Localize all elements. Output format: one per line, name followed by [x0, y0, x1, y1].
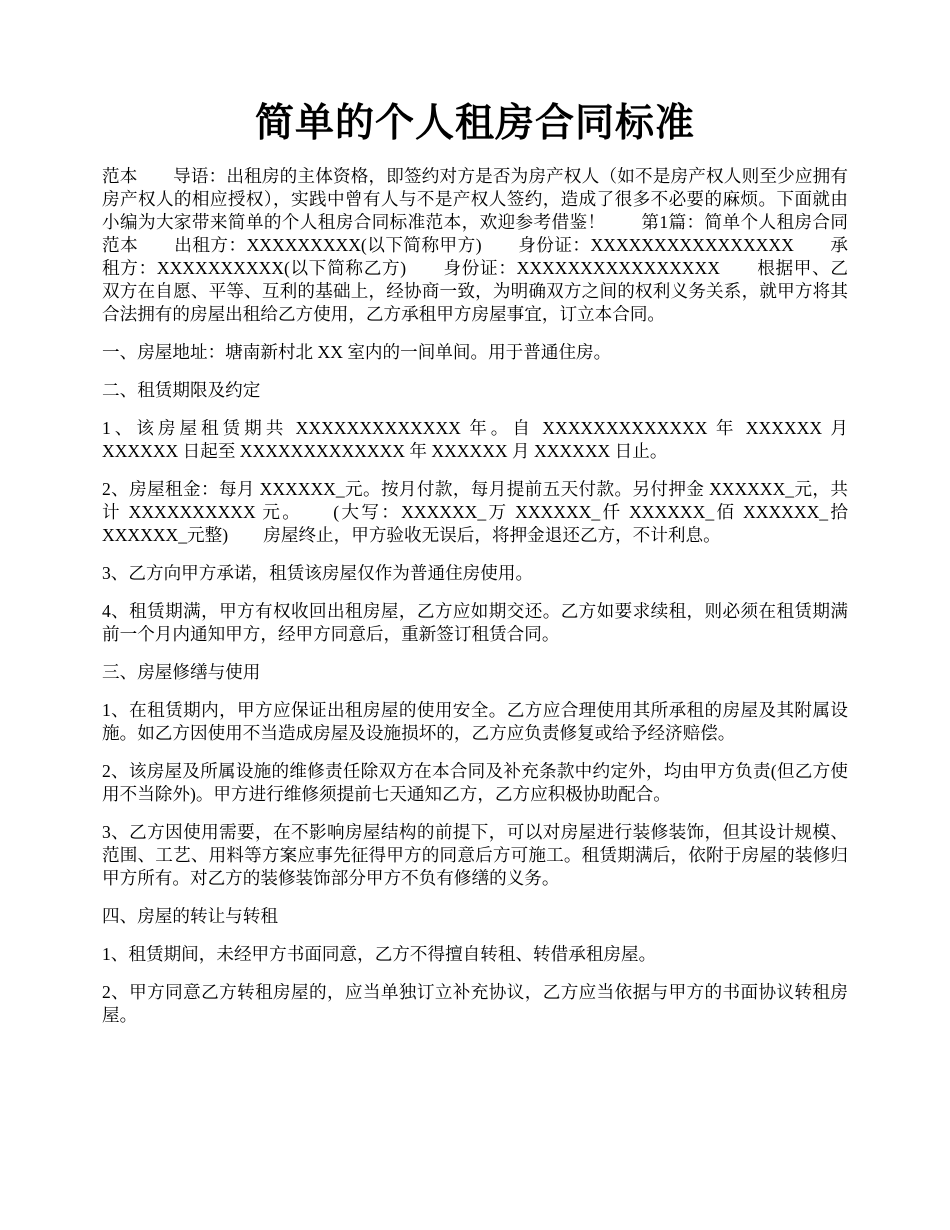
clause-rent: 2、房屋租金：每月 XXXXXX_元。按月付款，每月提前五天付款。另付押金 XXXXXX_元，共计 XXXXXXXXXX 元。 (大写：XXXXXX_万 XXXXXX_仟 XXXXXX_佰 XXXXXX_拾 XXXXXX_元整) 房屋终止，甲方验收无误后，将押金退还乙方，不计利息。 — [102, 478, 848, 545]
intro-paragraph: 范本 导语：出租房的主体资格，即签约对方是否为房产权人（如不是房产权人则至少应拥有房产权人的相应授权），实践中曾有人与不是产权人签约，造成了很多不必要的麻烦。下面就由小编为大家带来简单的个人租房合同标准范本，欢迎参考借鉴！ 第1篇：简单个人租房合同范本 出租方：XXXXXXXXX(以下简称甲方) 身份证：XXXXXXXXXXXXXXXX 承租方：XXXXXXXXXX(以下简称乙方) 身份证：XXXXXXXXXXXXXXXX 根据甲、乙双方在自愿、平等、互利的基础上，经协商一致，为明确双方之间的权利义务关系，就甲方将其合法拥有的房屋出租给乙方使用，乙方承租甲方房屋事宜，订立本合同。 — [102, 165, 848, 324]
clause-lease-term: 1、该房屋租赁期共 XXXXXXXXXXXXX 年。自 XXXXXXXXXXXXX 年 XXXXXX 月 XXXXXX 日起至 XXXXXXXXXXXXX 年 XXXXXX 月 XXXXXX 日止。 — [102, 417, 848, 461]
clause-decoration: 3、乙方因使用需要，在不影响房屋结构的前提下，可以对房屋进行装修装饰，但其设计规模、范围、工艺、用料等方案应事先征得甲方的同意后方可施工。租赁期满后，依附于房屋的装修归甲方所有。对乙方的装修装饰部分甲方不负有修缮的义务。 — [102, 821, 848, 888]
clause-sublet-consent: 1、租赁期间，未经甲方书面同意，乙方不得擅自转租、转借承租房屋。 — [102, 943, 657, 964]
document-title: 简单的个人租房合同标准 — [254, 102, 695, 145]
clause-usage-promise: 3、乙方向甲方承诺，租赁该房屋仅作为普通住房使用。 — [102, 562, 534, 583]
section-heading-lease-term: 二、租赁期限及约定 — [102, 379, 261, 400]
clause-sublet-agreement: 2、甲方同意乙方转租房屋的，应当单独订立补充协议，乙方应当依据与甲方的书面协议转租房屋。 — [102, 981, 848, 1025]
section-heading-transfer-sublet: 四、房屋的转让与转租 — [102, 905, 278, 926]
clause-repair-safety: 1、在租赁期内，甲方应保证出租房屋的使用安全。乙方应合理使用其所承租的房屋及其附属设施。如乙方因使用不当造成房屋及设施损坏的，乙方应负责修复或给予经济赔偿。 — [102, 699, 848, 743]
clause-repair-responsibility: 2、该房屋及所属设施的维修责任除双方在本合同及补充条款中约定外，均由甲方负责(但乙方使用不当除外)。甲方进行维修须提前七天通知乙方，乙方应积极协助配合。 — [102, 760, 848, 804]
clause-lease-expiry: 4、租赁期满，甲方有权收回出租房屋，乙方应如期交还。乙方如要求续租，则必须在租赁期满前一个月内通知甲方，经甲方同意后，重新签订租赁合同。 — [102, 600, 848, 644]
section-heading-repair-use: 三、房屋修缮与使用 — [102, 661, 261, 682]
clause-house-address: 一、房屋地址：塘南新村北 XX 室内的一间单间。用于普通住房。 — [102, 341, 612, 362]
